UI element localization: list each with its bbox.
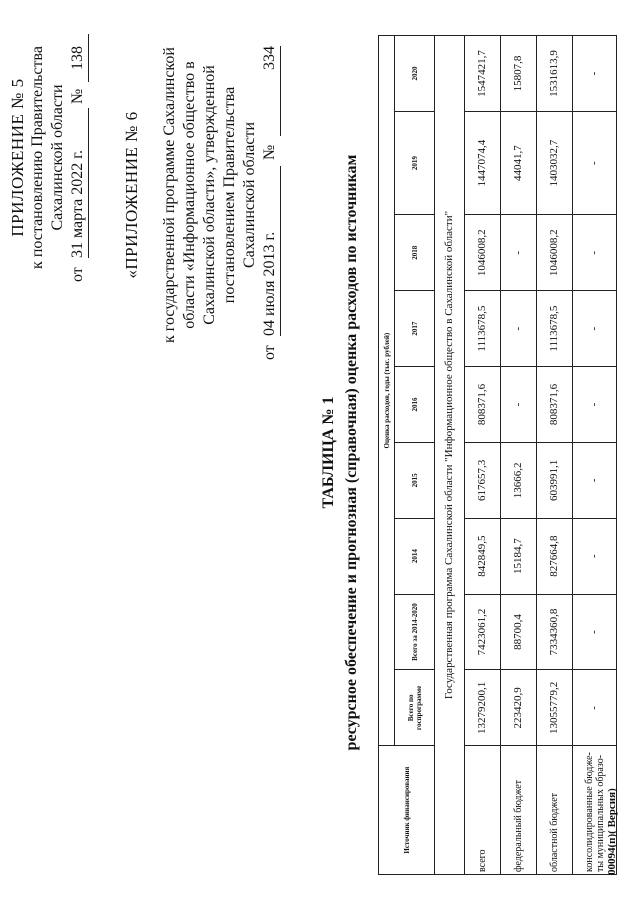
table-cell: 44041,7 <box>501 111 537 214</box>
table-cell: 617657,3 <box>465 442 501 518</box>
appendix-5-line2: Сахалинской области <box>49 84 66 231</box>
table-cell: 1113678,5 <box>537 291 573 367</box>
header-year: 2019 <box>395 111 435 214</box>
appendix-6-title: «ПРИЛОЖЕНИЕ № 6 <box>122 111 141 279</box>
table-cell: 827664,8 <box>537 518 573 594</box>
table-cell: 842849,5 <box>465 518 501 594</box>
table-cell: - <box>573 518 617 594</box>
table-title: ТАБЛИЦА № 1 <box>320 396 337 509</box>
appendix-6-line3: Сахалинской области», утвержденной <box>201 65 218 325</box>
appendix-6-date: 04 июля 2013 г. <box>260 166 281 336</box>
table-cell: - <box>501 367 537 443</box>
header-year: 2014 <box>395 518 435 594</box>
table-cell: 808371,6 <box>537 367 573 443</box>
document-footer-code: 00094(п)( Версия) <box>606 788 618 875</box>
appendix-5-date-row <box>68 35 88 280</box>
header-source: Источник финансирования <box>379 746 435 875</box>
header-year: 2017 <box>395 291 435 367</box>
appendix-6-line2: области «Информационное общество в <box>181 61 198 329</box>
row-label: консолидированные бюдже-ты муниципальных образо- <box>573 746 617 875</box>
table-cell: - <box>573 291 617 367</box>
table-row <box>573 36 617 875</box>
table-cell: 88700,4 <box>501 594 537 670</box>
appendix-6-line5: Сахалинской области <box>241 121 258 269</box>
appendix-6-block <box>122 30 280 360</box>
row-label: всего <box>465 746 501 875</box>
table-cell: 808371,6 <box>465 367 501 443</box>
table-cell: - <box>501 291 537 367</box>
appendix-5-num-sign: № <box>69 88 86 104</box>
table-row <box>537 36 573 875</box>
table-cell: 15807,8 <box>501 36 537 112</box>
header-total-period: Всего за 2014-2020 <box>395 594 435 670</box>
table-cell: 1403032,7 <box>537 111 573 214</box>
table-cell: - <box>573 215 617 291</box>
table-cell: - <box>573 111 617 214</box>
appendix-5-from: от <box>69 267 86 282</box>
table-cell: 7334360,8 <box>537 594 573 670</box>
table-cell: 223420,9 <box>501 670 537 746</box>
table-subtitle: ресурсное обеспечение и прогнозная (справочная) оценка расходов по источникам <box>343 154 360 751</box>
table-cell: 1046008,2 <box>537 215 573 291</box>
header-year: 2015 <box>395 442 435 518</box>
appendix-6-line1: к государственной программе Сахалинской <box>161 47 178 343</box>
header-year: 2018 <box>395 215 435 291</box>
appendix-6-date-row <box>260 30 280 360</box>
table-row <box>465 36 501 875</box>
row-label: областной бюджет <box>537 746 573 875</box>
header-year: 2016 <box>395 367 435 443</box>
table-cell: 1531613,9 <box>537 36 573 112</box>
header-year: 2020 <box>395 36 435 112</box>
table-cell: 15184,7 <box>501 518 537 594</box>
table-cell: - <box>573 594 617 670</box>
appendix-5-block <box>8 35 88 280</box>
table-cell: 1046008,2 <box>465 215 501 291</box>
appendix-5-date: 31 марта 2022 г. <box>68 108 89 258</box>
appendix-5-title: ПРИЛОЖЕНИЕ № 5 <box>8 78 27 237</box>
appendix-6-line4: постановлением Правительства <box>221 86 238 304</box>
table-cell: - <box>573 36 617 112</box>
table-cell: 13279200,1 <box>465 670 501 746</box>
appendix-6-from: от <box>261 345 278 360</box>
table-cell: 1547421,7 <box>465 36 501 112</box>
appendix-6-number: 334 <box>260 46 281 136</box>
table-cell: 603991,1 <box>537 442 573 518</box>
table-cell: - <box>573 442 617 518</box>
table-cell: - <box>573 670 617 746</box>
appendix-5-number: 138 <box>68 34 89 82</box>
program-row: Государственная программа Сахалинской области "Информационное общество в Сахалинской области" <box>435 36 465 875</box>
table-cell: 13666,2 <box>501 442 537 518</box>
table-cell: - <box>573 367 617 443</box>
table-cell: 7423061,2 <box>465 594 501 670</box>
table-cell: 13055779,2 <box>537 670 573 746</box>
appendix-6-num-sign: № <box>261 144 278 160</box>
resources-table <box>378 35 617 875</box>
table-cell: 1113678,5 <box>465 291 501 367</box>
header-total-program: Всего по госпрограмме <box>395 670 435 746</box>
table-cell: 1447074,4 <box>465 111 501 214</box>
row-label: федеральный бюджет <box>501 746 537 875</box>
header-estimate: Оценка расходов, годы (тыс. рублей) <box>379 36 395 746</box>
table-row <box>501 36 537 875</box>
appendix-5-line1: к постановлению Правительства <box>29 46 46 269</box>
table-cell: - <box>501 215 537 291</box>
